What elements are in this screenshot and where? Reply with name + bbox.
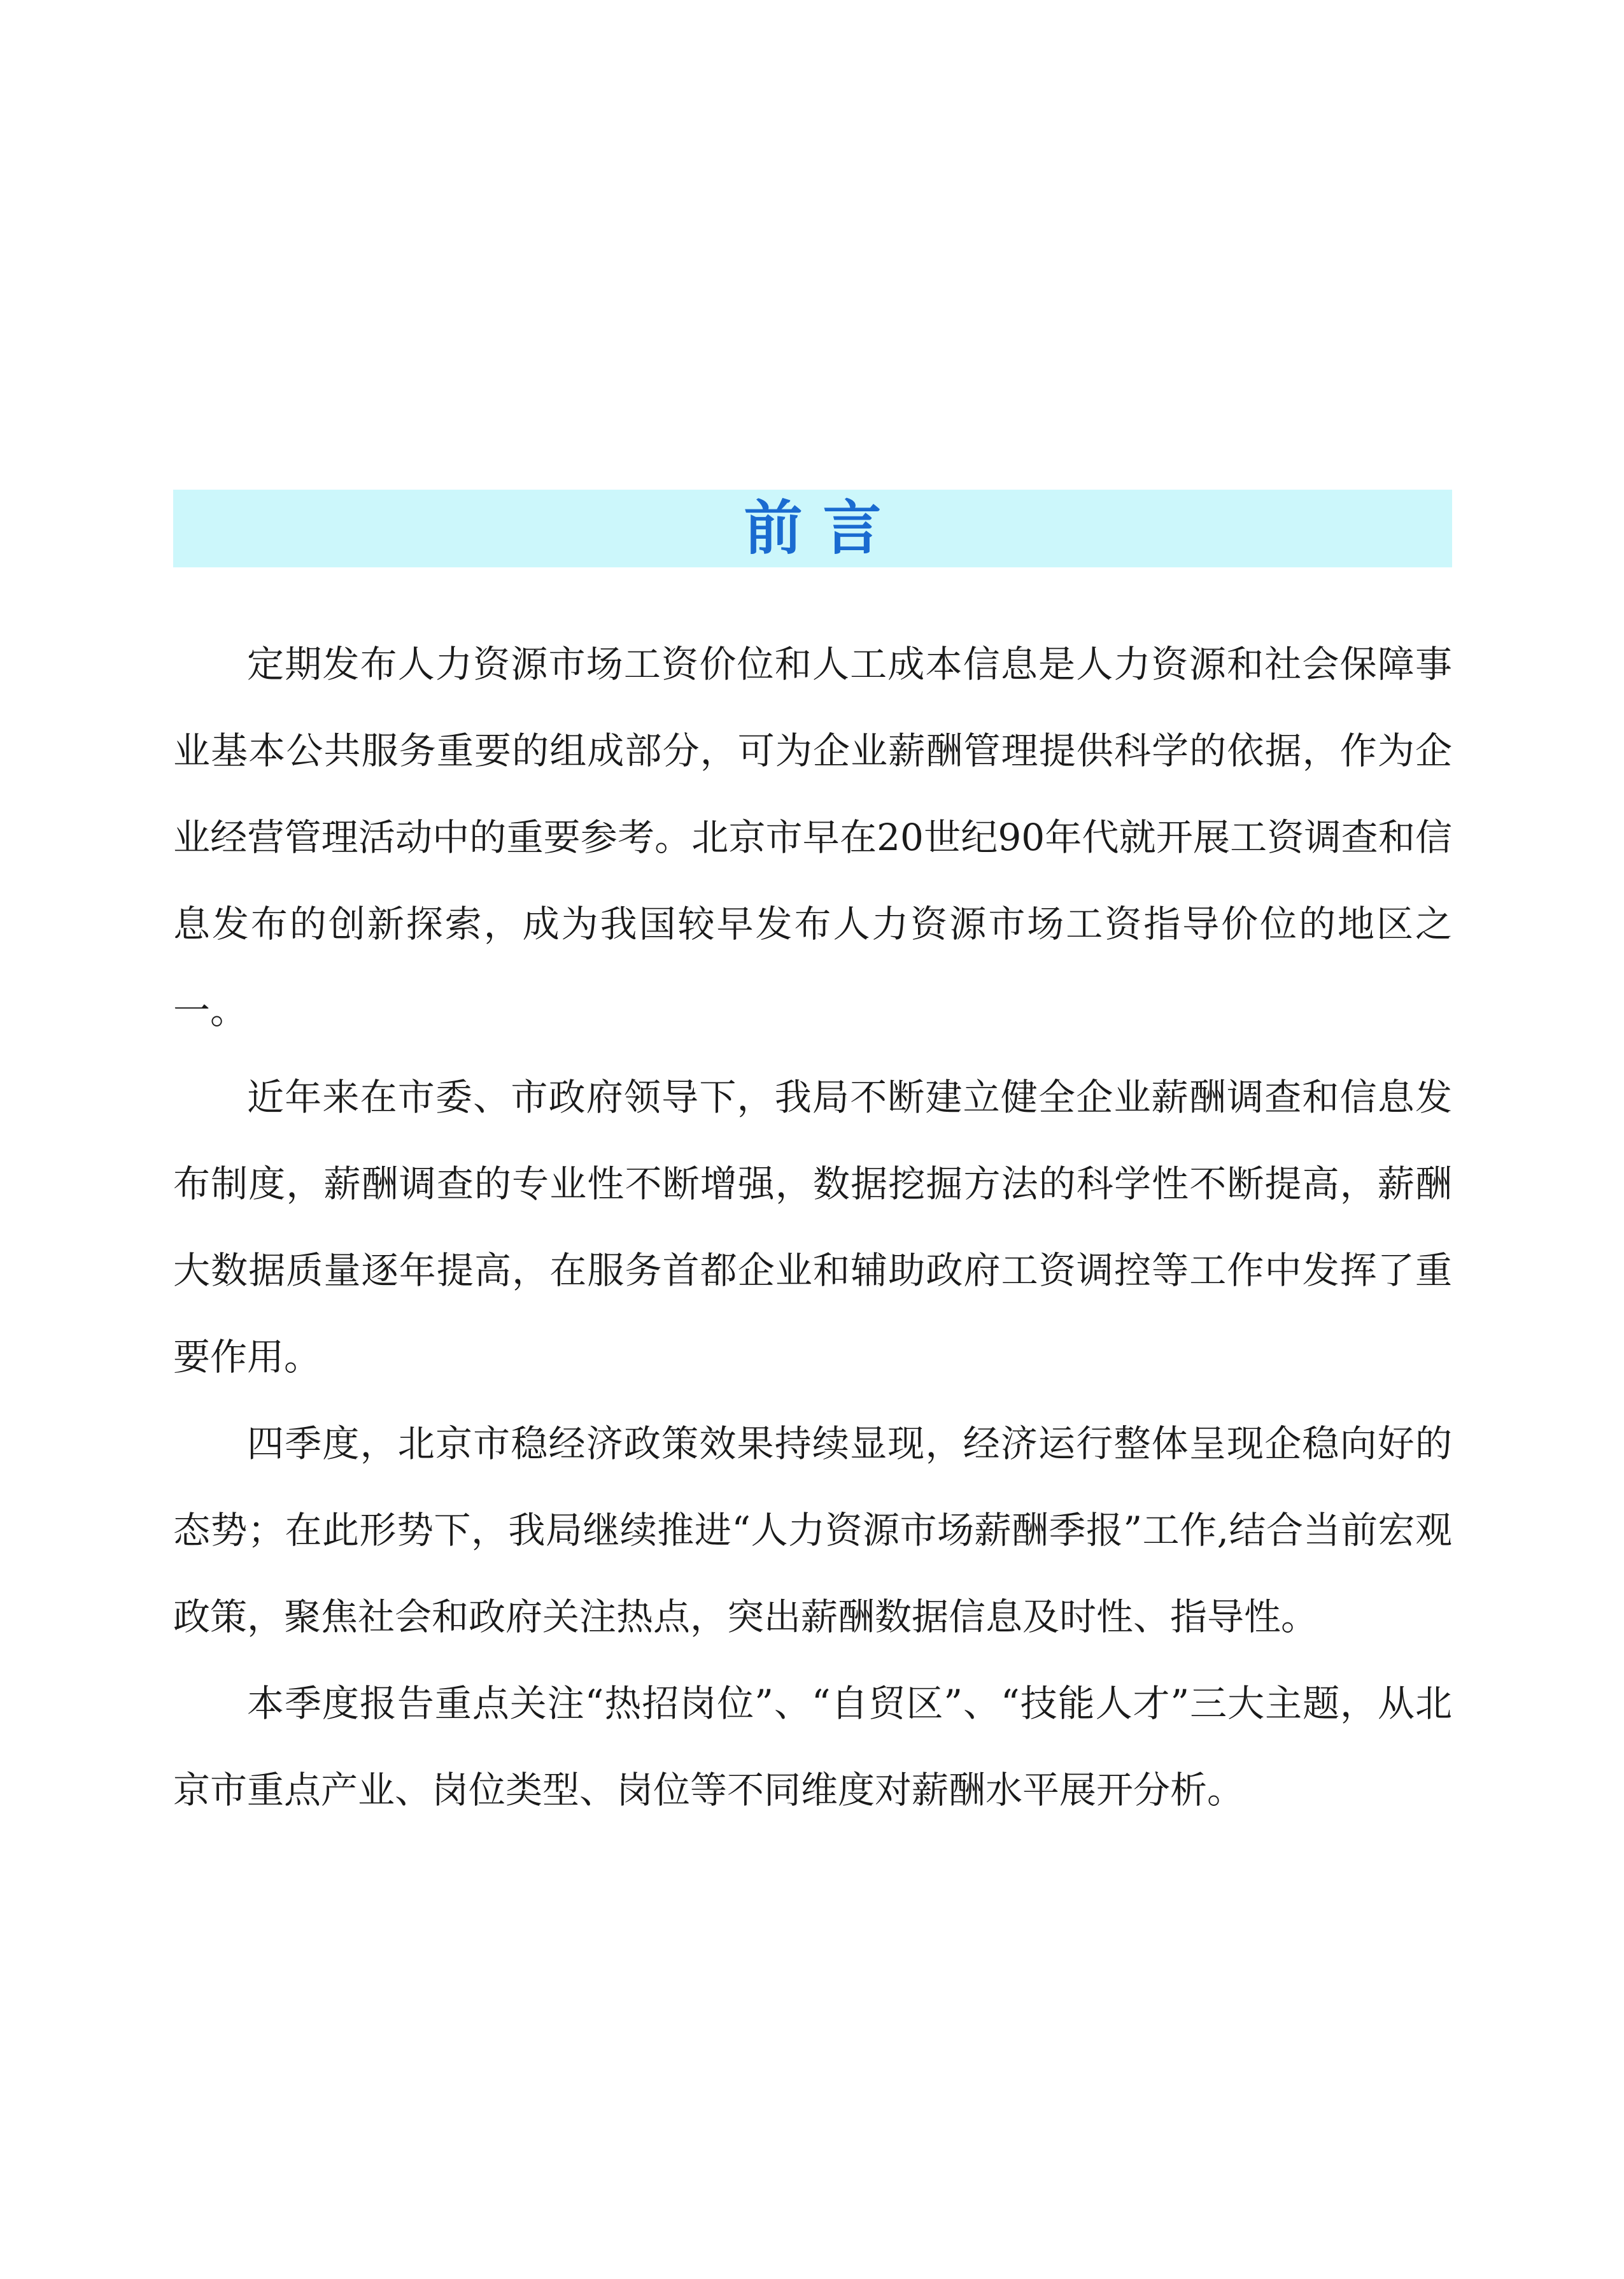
paragraph-2: 近年来在市委、市政府领导下，我局不断建立健全企业薪酬调查和信息发布制度，薪酬调查的专业性不断增强，数据挖掘方法的科学性不断提高，薪酬大数据质量逐年提高，在服务首都企业和辅助政府工资调控等工作中发挥了重要作用。 xyxy=(173,1076,1452,1379)
page-title: 前言 xyxy=(744,494,902,562)
paragraph-1: 定期发布人力资源市场工资价位和人工成本信息是人力资源和社会保障事业基本公共服务重要的组成部分，可为企业薪酬管理提供科学的依据，作为企业经营管理活动中的重要参考。北京市早在20世纪90年代就开展工资调查和信息发布的创新探索，成为我国较早发布人力资源市场工资指导价位的地区之一。 xyxy=(173,643,1452,1032)
preface-body xyxy=(173,621,1452,1833)
title-banner xyxy=(173,490,1452,567)
paragraph-3: 四季度，北京市稳经济政策效果持续显现，经济运行整体呈现企稳向好的态势；在此形势下，我局继续推进“人力资源市场薪酬季报”工作,结合当前宏观政策，聚焦社会和政府关注热点，突出薪酬数据信息及时性、指导性。 xyxy=(173,1422,1452,1638)
paragraph-4: 本季度报告重点关注“热招岗位”、“自贸区”、“技能人才”三大主题，从北京市重点产业、岗位类型、岗位等不同维度对薪酬水平展开分析。 xyxy=(173,1682,1452,1812)
